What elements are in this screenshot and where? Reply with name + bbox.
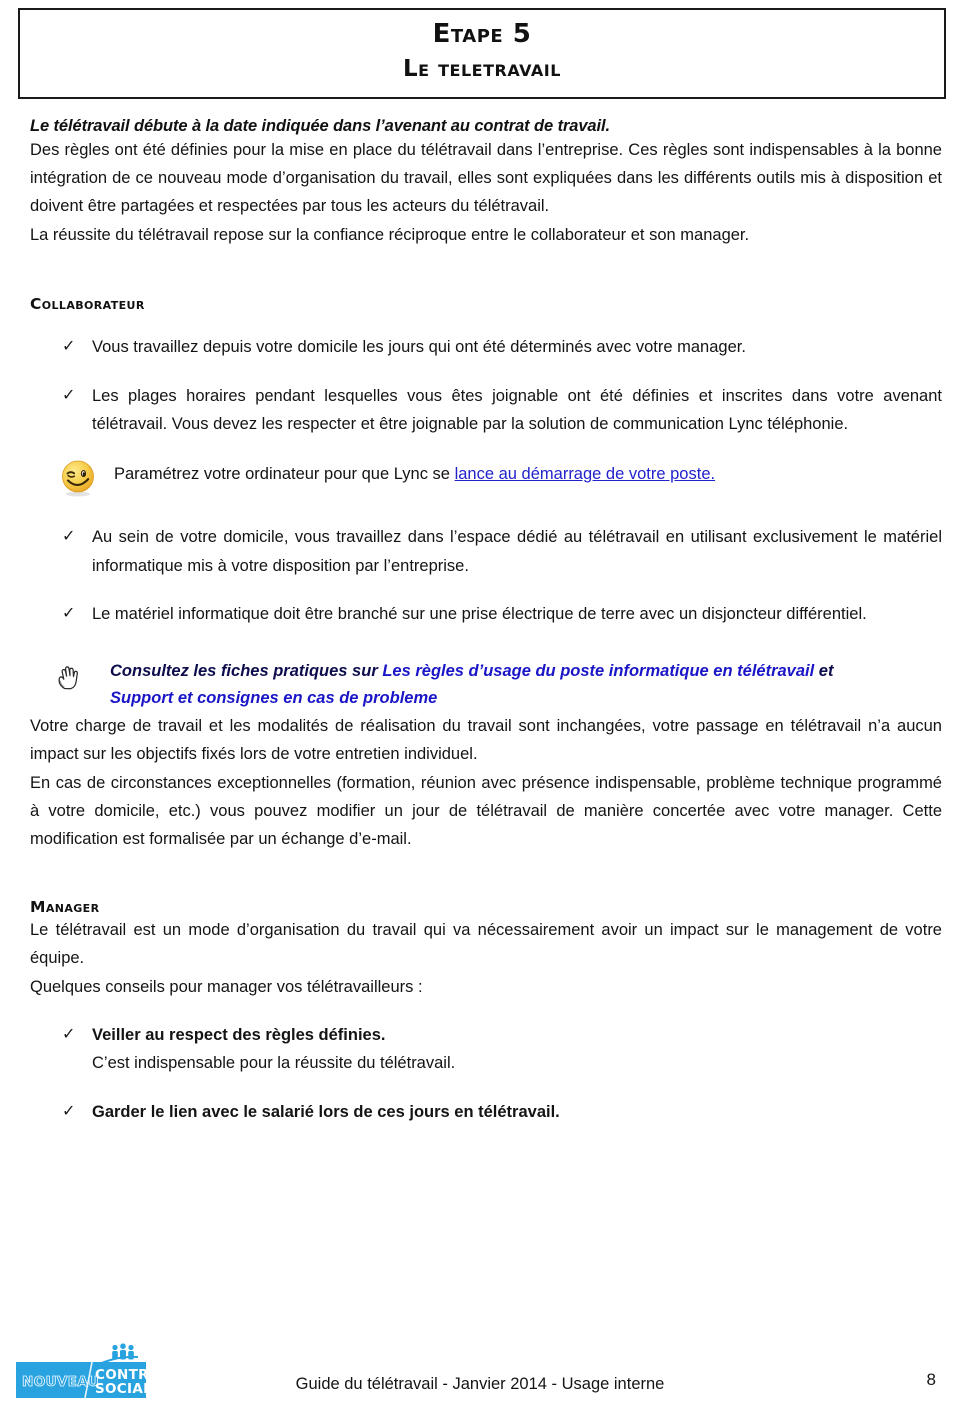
lync-startup-link[interactable]: lance au démarrage de votre poste. (454, 465, 716, 484)
intro-paragraph-1: Des règles ont été définies pour la mise en place du télétravail dans l’entreprise. Ces règles sont indispensables à la bonne intégration de ce nouveau mode d’organisation du travail, elles sont expliquées dans les différents outils mis à disposition et doivent être partagées et respectées par tous les acteurs du télétravail. (30, 140, 942, 216)
list-item (30, 382, 942, 439)
list-item-title: Garder le lien avec le salarié lors de ces jours en télétravail. (92, 1102, 560, 1121)
page-title-step: Etape 5 (432, 19, 532, 49)
check-icon: ✓ (62, 338, 76, 356)
pointing-hand-icon (52, 660, 92, 699)
list-item-subtitle: C’est indispensable pour la réussite du télétravail. (92, 1054, 456, 1073)
callout-lead: Consultez les fiches pratiques sur (110, 662, 383, 681)
list-item-label (92, 1021, 942, 1078)
callout-doc-1[interactable]: Les règles d’usage du poste informatique en télétravail (382, 662, 815, 681)
list-item-title: Veiller au respect des règles définies. (92, 1025, 386, 1044)
lync-note-text (102, 460, 942, 488)
fiches-pratiques-callout (30, 658, 942, 711)
list-item (30, 333, 942, 361)
list-item-label: Le matériel informatique doit être branché sur une prise électrique de terre avec un disjoncteur différentiel. (92, 605, 867, 624)
list-item-label (92, 1098, 942, 1126)
list-item-label: Les plages horaires pendant lesquelles vous êtes joignable ont été définies et inscrites dans votre avenant télétravail. Vous devez les respecter et être joignable par la solution de communication Lync téléphonie. (92, 386, 942, 433)
list-item-label: Vous travaillez depuis votre domicile les jours qui ont été déterminés avec votre manager. (92, 338, 746, 357)
manager-paragraph-2: Quelques conseils pour manager vos télétravailleurs : (30, 977, 423, 996)
list-item (30, 523, 942, 580)
page-title-subject: Le teletravail (403, 55, 561, 82)
list-item (30, 1098, 942, 1126)
check-icon: ✓ (62, 1102, 76, 1120)
logo-word-social: SOCIAL (95, 1381, 152, 1397)
callout-text (92, 658, 942, 711)
winking-smiley-icon (58, 458, 102, 503)
lync-startup-note (30, 460, 942, 503)
page-number: 8 (926, 1370, 936, 1389)
list-item-label: Au sein de votre domicile, vous travaillez dans l’espace dédié au télétravail en utilisant exclusivement le matériel informatique mis à votre disposition par l’entreprise. (92, 528, 942, 575)
collaborateur-paragraph-3: Votre charge de travail et les modalités de réalisation du travail sont inchangées, votre passage en télétravail n’a aucun impact sur les objectifs fixés lors de votre entretien individuel. (30, 716, 942, 764)
list-item (30, 1021, 942, 1078)
footer-center-text: Guide du télétravail - Janvier 2014 - Usage interne (295, 1375, 665, 1393)
document-page (0, 8, 960, 1412)
manager-paragraph-1: Le télétravail est un mode d’organisation du travail qui va nécessairement avoir un impact sur le management de votre équipe. (30, 920, 942, 968)
intro-paragraph-2: La réussite du télétravail repose sur la confiance réciproque entre le collaborateur et son manager. (30, 225, 750, 244)
logo-word-nouveau: NOUVEAU (22, 1374, 100, 1390)
intro-bold-line: Le télétravail débute à la date indiquée dans l’avenant au contrat de travail. (30, 116, 610, 135)
nouveau-contrat-social-logo (12, 1342, 170, 1404)
collaborateur-paragraph-4: En cas de circonstances exceptionnelles (formation, réunion avec présence indispensable, problème technique programmé à votre domicile, etc.) vous pouvez modifier un jour de télétravail de manière concertée avec votre manager. Cette modification est formalisée par un échange d’e-mail. (30, 773, 942, 849)
check-icon: ✓ (62, 386, 76, 404)
section-heading-collaborateur: Collaborateur (30, 295, 145, 314)
list-item (30, 600, 942, 628)
logo-word-contrat: CONTRAT (95, 1367, 168, 1383)
section-heading-manager: Manager (30, 897, 100, 916)
callout-doc-2[interactable]: Support et consignes en cas de probleme (110, 689, 438, 708)
check-icon: ✓ (62, 528, 76, 546)
check-icon: ✓ (62, 1025, 76, 1043)
lync-note-prefix: Paramétrez votre ordinateur pour que Lync se (114, 465, 455, 484)
callout-conjunction: et (814, 662, 834, 681)
page-title-box (18, 8, 946, 99)
check-icon: ✓ (62, 605, 76, 623)
page-footer (0, 1334, 960, 1412)
